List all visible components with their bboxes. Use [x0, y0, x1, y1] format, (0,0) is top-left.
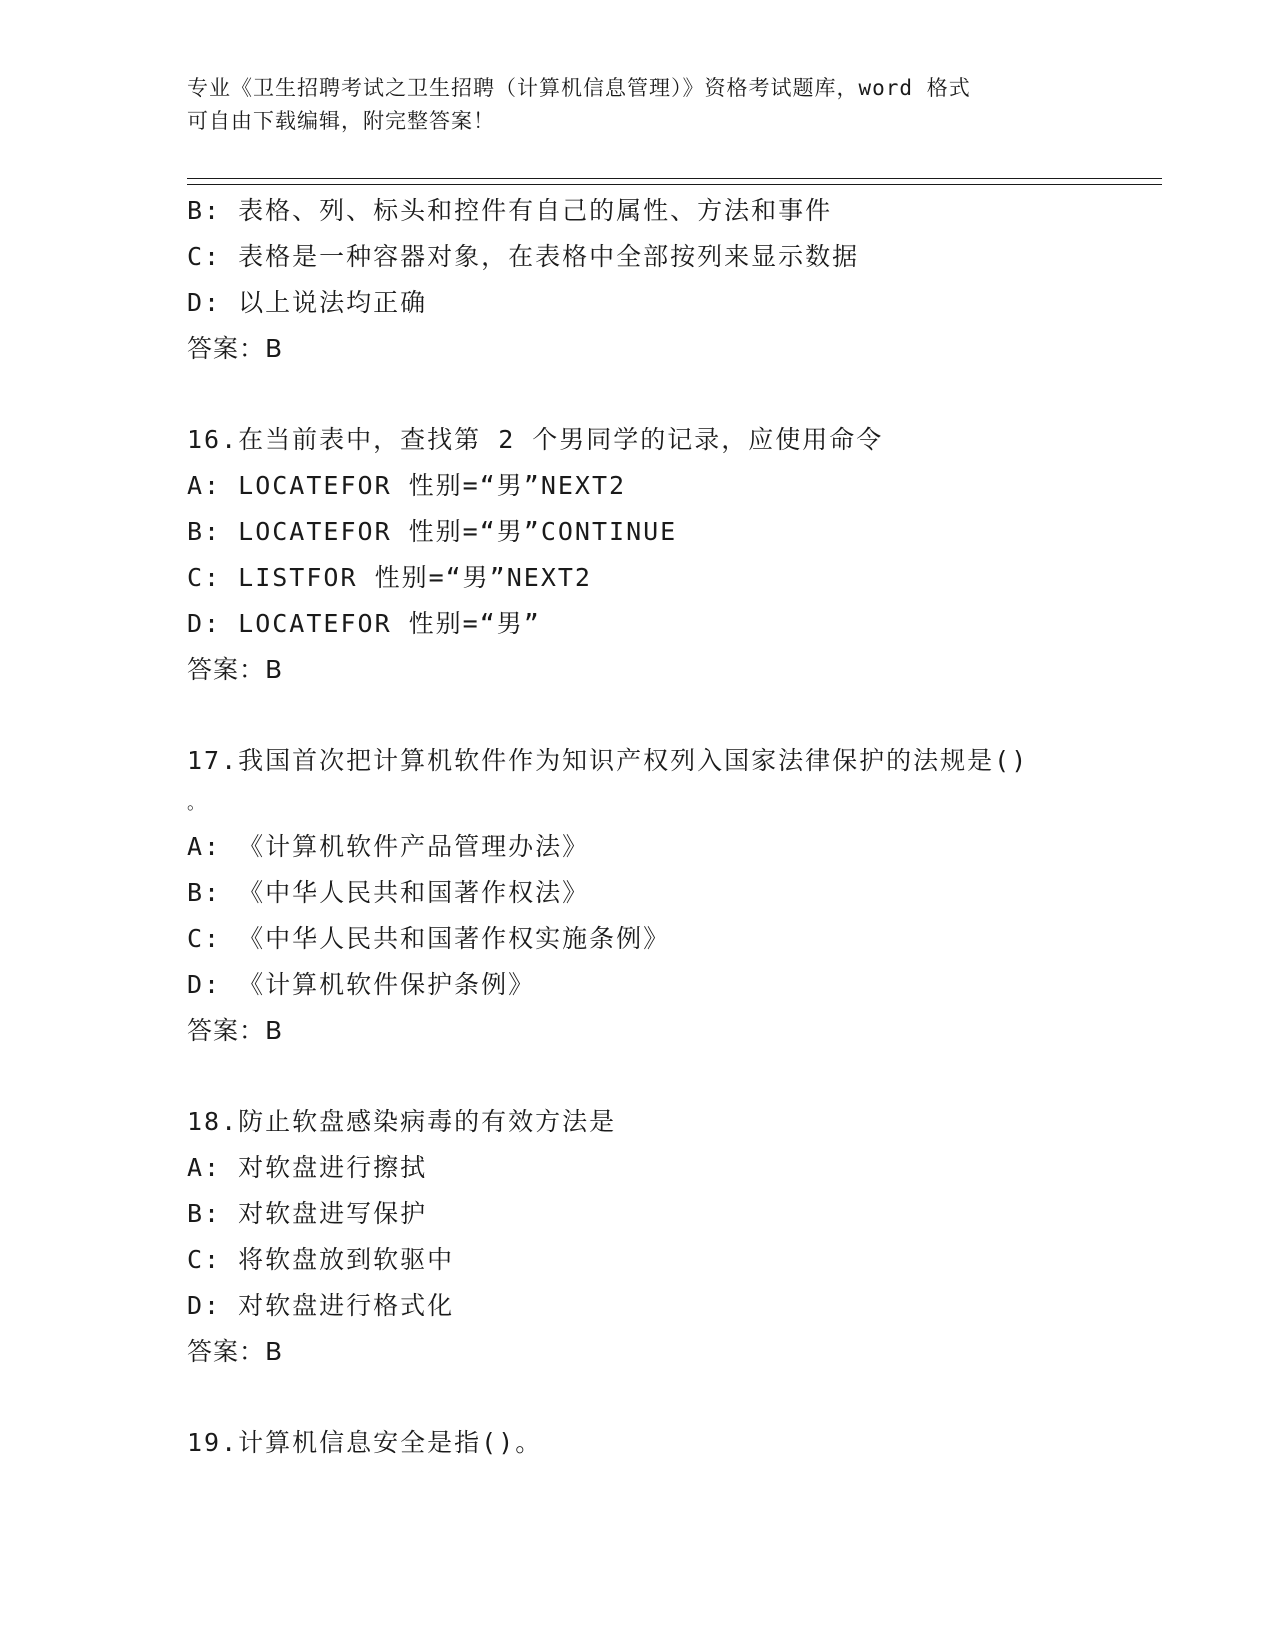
header-line-2: 可自由下载编辑，附完整答案！ [187, 109, 495, 133]
answer-line: 答案：B [187, 1337, 284, 1366]
question-block [187, 738, 1087, 1054]
option-a: A: 对软盘进行擦拭 [187, 1153, 428, 1182]
option-b: B: LOCATEFOR 性别=“男”CONTINUE [187, 517, 678, 546]
option-c: C: 《中华人民共和国著作权实施条例》 [187, 924, 671, 953]
question-stem-continuation: 。 [187, 793, 207, 814]
document-header [187, 72, 1087, 138]
question-stem: 16.在当前表中，查找第 2 个男同学的记录，应使用命令 [187, 425, 884, 454]
question-block [187, 1099, 1087, 1375]
option-d: D: 对软盘进行格式化 [187, 1291, 455, 1320]
question-block [187, 188, 1087, 372]
question-block [187, 417, 1087, 693]
option-b: B: 表格、列、标头和控件有自己的属性、方法和事件 [187, 196, 833, 225]
header-line-1: 专业《卫生招聘考试之卫生招聘（计算机信息管理）》资格考试题库，word 格式 [187, 76, 971, 100]
option-c: C: 表格是一种容器对象，在表格中全部按列来显示数据 [187, 242, 860, 271]
question-stem: 17.我国首次把计算机软件作为知识产权列入国家法律保护的法规是() [187, 746, 1029, 775]
option-c: C: LISTFOR 性别=“男”NEXT2 [187, 563, 592, 592]
option-d: D: LOCATEFOR 性别=“男” [187, 609, 541, 638]
option-b: B: 对软盘进写保护 [187, 1199, 428, 1228]
question-block [187, 1420, 1087, 1466]
question-list [187, 188, 1087, 1466]
option-d: D: 以上说法均正确 [187, 288, 428, 317]
question-stem: 19.计算机信息安全是指()。 [187, 1428, 543, 1457]
option-b: B: 《中华人民共和国著作权法》 [187, 878, 590, 907]
question-stem: 18.防止软盘感染病毒的有效方法是 [187, 1107, 617, 1136]
option-a: A: 《计算机软件产品管理办法》 [187, 832, 590, 861]
header-divider-top [187, 178, 1162, 179]
answer-line: 答案：B [187, 1016, 284, 1045]
header-divider-bottom [187, 184, 1162, 185]
option-d: D: 《计算机软件保护条例》 [187, 970, 536, 999]
option-c: C: 将软盘放到软驱中 [187, 1245, 455, 1274]
answer-line: 答案：B [187, 334, 284, 363]
option-a: A: LOCATEFOR 性别=“男”NEXT2 [187, 471, 627, 500]
answer-line: 答案：B [187, 655, 284, 684]
